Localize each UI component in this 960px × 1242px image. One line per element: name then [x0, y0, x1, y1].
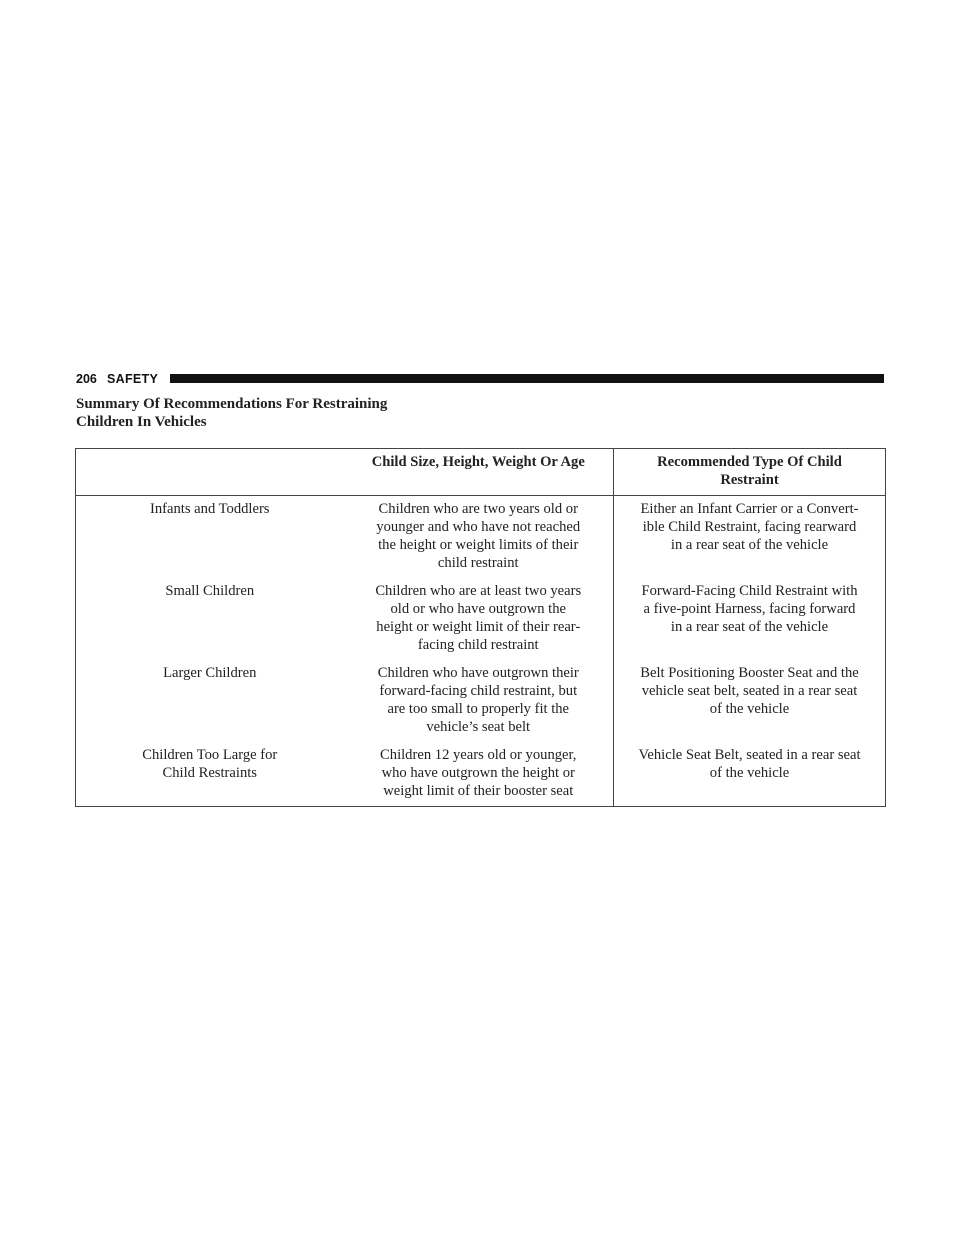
table-row: [76, 660, 886, 742]
cell-text: Forward-Facing Child Restraint with: [641, 583, 858, 599]
cell-category: [76, 660, 344, 742]
cell-text: Belt Positioning Booster Seat and the: [640, 665, 859, 681]
cell-restraint-type: [614, 660, 886, 742]
header-text: Recommended Type Of Child: [657, 454, 842, 470]
header-text: Restraint: [720, 472, 779, 488]
cell-text: weight limit of their booster seat: [383, 783, 574, 799]
table-row: [76, 742, 886, 807]
cell-text: Either an Infant Carrier or a Convert-: [640, 501, 859, 517]
recommendations-table: [75, 448, 886, 807]
cell-category: [76, 742, 344, 807]
cell-text: Vehicle Seat Belt, seated in a rear seat: [638, 747, 861, 763]
column-header-category: [76, 449, 344, 496]
cell-text: Child Restraints: [162, 765, 257, 781]
cell-restraint-type: [614, 578, 886, 660]
header-text: Child Size, Height, Weight Or Age: [371, 454, 585, 470]
cell-restraint-type: [614, 496, 886, 579]
cell-text: facing child restraint: [417, 637, 539, 653]
cell-text: Children Too Large for: [142, 747, 278, 763]
cell-text: are too small to properly fit the: [387, 701, 570, 717]
cell-text: who have outgrown the height or: [381, 765, 575, 781]
cell-text: Children who are at least two years: [375, 583, 582, 599]
cell-text: height or weight limit of their rear-: [376, 619, 581, 635]
cell-child-size: [344, 578, 614, 660]
cell-text: of the vehicle: [709, 765, 790, 781]
cell-text: in a rear seat of the vehicle: [670, 537, 829, 553]
cell-child-size: [344, 742, 614, 807]
cell-text: Children who have outgrown their: [377, 665, 579, 681]
table-row: [76, 578, 886, 660]
cell-text: child restraint: [437, 555, 519, 571]
page-number: 206: [76, 372, 97, 386]
page-header: [76, 372, 884, 386]
cell-text: a five-point Harness, facing forward: [643, 601, 856, 617]
cell-text: forward-facing child restraint, but: [379, 683, 578, 699]
cell-text: Infants and Toddlers: [150, 501, 270, 517]
page-title: [76, 395, 576, 431]
cell-text: old or who have outgrown the: [390, 601, 566, 617]
cell-text: vehicle seat belt, seated in a rear seat: [641, 683, 858, 699]
header-rule: [170, 374, 884, 383]
cell-category: [76, 578, 344, 660]
cell-text: in a rear seat of the vehicle: [670, 619, 829, 635]
cell-text: ible Child Restraint, facing rearward: [642, 519, 857, 535]
table-row: [76, 496, 886, 579]
cell-text: Children 12 years old or younger,: [380, 747, 577, 763]
cell-child-size: [344, 496, 614, 579]
table-header-row: [76, 449, 886, 496]
title-line: Children In Vehicles: [76, 414, 207, 430]
cell-text: younger and who have not reached: [376, 519, 581, 535]
cell-child-size: [344, 660, 614, 742]
cell-text: the height or weight limits of their: [378, 537, 579, 553]
cell-text: of the vehicle: [709, 701, 790, 717]
cell-category: [76, 496, 344, 579]
cell-restraint-type: [614, 742, 886, 807]
cell-text: Larger Children: [163, 665, 257, 681]
cell-text: vehicle’s seat belt: [426, 719, 531, 735]
section-label: SAFETY: [107, 372, 159, 386]
cell-text: Small Children: [165, 583, 255, 599]
title-line: Summary Of Recommendations For Restraining: [76, 396, 388, 412]
cell-text: Children who are two years old or: [378, 501, 578, 517]
column-header-child-size: [344, 449, 614, 496]
column-header-restraint-type: [614, 449, 886, 496]
